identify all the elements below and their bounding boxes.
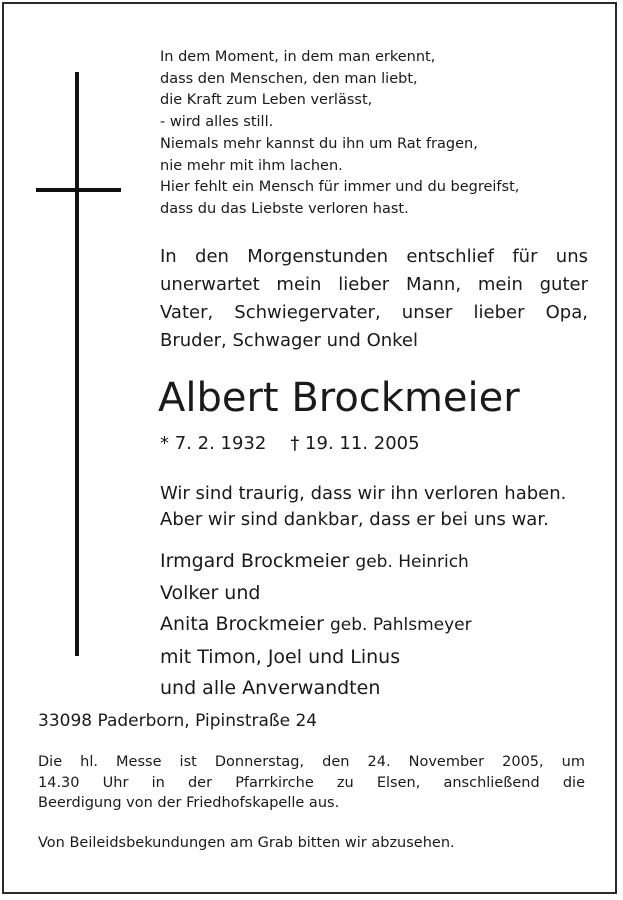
family-member-name: Anita Brockmeier xyxy=(160,613,324,636)
intro-line: Bruder, Schwager und Onkel xyxy=(160,330,419,351)
intro-line: In den Morgenstunden entschlief für uns xyxy=(160,246,588,267)
family-line xyxy=(160,609,472,641)
poem-line: nie mehr mit ihm lachen. xyxy=(160,157,343,174)
address: 33098 Paderborn, Pipinstraße 24 xyxy=(38,711,318,731)
mass-line: 14.30 Uhr in der Pfarrkirche zu Elsen, anschließend die xyxy=(38,774,585,791)
poem-line: - wird alles still. xyxy=(160,114,274,131)
family-member-maiden: geb. Pahlsmeyer xyxy=(329,615,472,636)
family-line: mit Timon, Joel und Linus xyxy=(160,645,401,668)
sad-text-line: Aber wir sind dankbar, dass er bei uns war. xyxy=(160,509,549,530)
family-line: Volker und xyxy=(160,582,261,605)
birth-date: * 7. 2. 1932 xyxy=(160,433,267,454)
poem-line: die Kraft zum Leben verlässt, xyxy=(160,92,373,109)
sad-text xyxy=(160,481,566,533)
family-member-maiden: geb. Heinrich xyxy=(355,552,469,572)
mass-info xyxy=(38,752,585,814)
intro-line: Vater, Schwiegervater, unser lieber Opa, xyxy=(160,302,588,323)
sad-text-line: Wir sind traurig, dass wir ihn verloren haben. xyxy=(160,483,567,504)
family-line xyxy=(160,546,472,578)
poem-line: Niemals mehr kannst du ihn um Rat fragen, xyxy=(160,135,478,152)
condolence-note: Von Beileidsbekundungen am Grab bitten wir abzusehen. xyxy=(38,835,455,851)
announcement-intro xyxy=(160,243,588,355)
cross-icon xyxy=(75,72,79,656)
mass-line: Die hl. Messe ist Donnerstag, den 24. November 2005, um xyxy=(38,754,585,770)
poem-line: In dem Moment, in dem man erkennt, xyxy=(160,49,436,65)
intro-line: unerwartet mein lieber Mann, mein guter xyxy=(160,274,588,295)
poem-line: dass den Menschen, den man liebt, xyxy=(160,70,418,87)
poem-line: dass du das Liebste verloren hast. xyxy=(160,200,409,217)
poem xyxy=(160,47,580,221)
family-list xyxy=(160,546,472,704)
deceased-name: Albert Brockmeier xyxy=(158,375,520,421)
mass-line: Beerdigung von der Friedhofskapelle aus. xyxy=(38,795,340,811)
death-date: † 19. 11. 2005 xyxy=(290,433,420,454)
life-dates xyxy=(160,430,420,458)
family-line: und alle Anverwandten xyxy=(160,676,381,699)
family-member-name: Irmgard Brockmeier xyxy=(160,550,350,572)
poem-line: Hier fehlt ein Mensch für immer und du begreifst, xyxy=(160,179,520,196)
cross-icon-crossbar xyxy=(36,188,121,192)
